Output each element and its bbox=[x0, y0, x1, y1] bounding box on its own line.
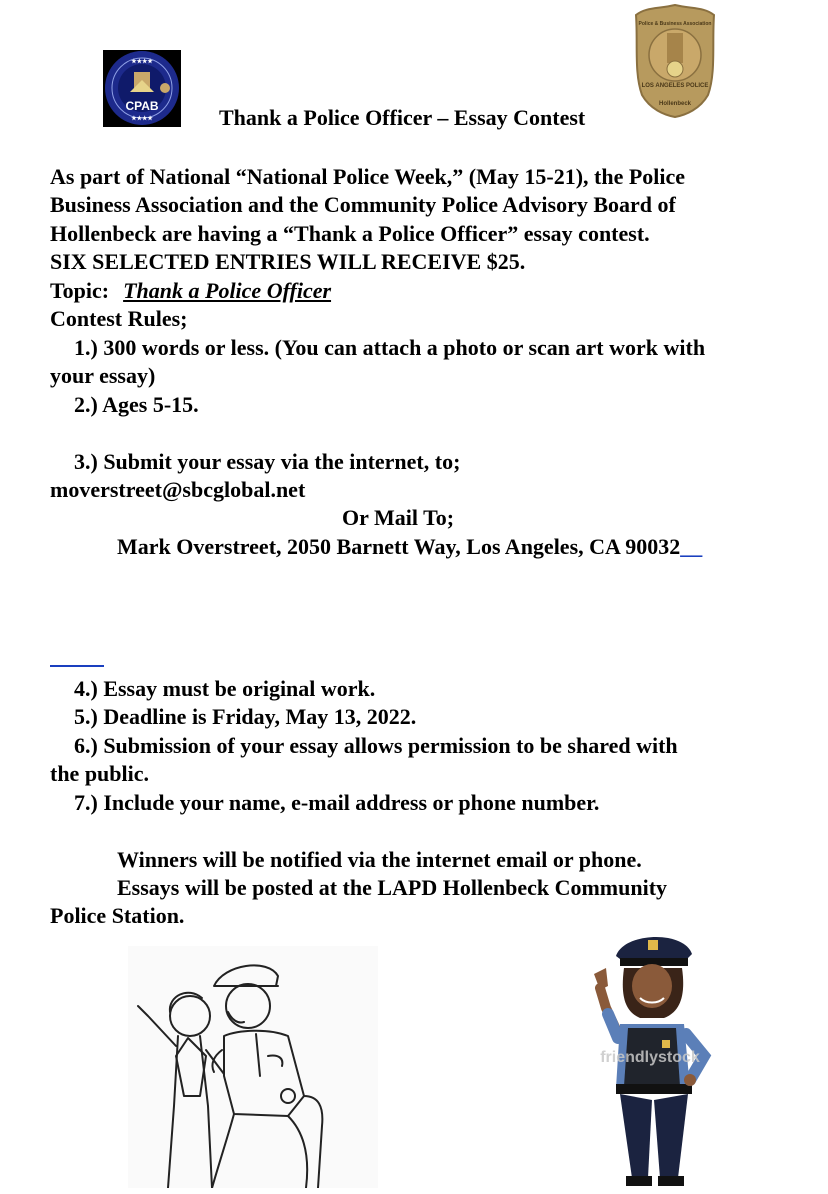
submission-email[interactable]: moverstreet@sbcglobal.net bbox=[50, 477, 306, 502]
officer-with-child-illustration-icon bbox=[128, 946, 378, 1188]
intro-line-3: Hollenbeck are having a “Thank a Police Officer” essay contest. bbox=[50, 221, 650, 246]
intro-line-1: As part of National “National Police Week,” (May 15-21), the Police bbox=[50, 164, 686, 189]
blue-underline-divider bbox=[50, 665, 104, 667]
topic-row bbox=[50, 277, 331, 305]
rule-2: 2.) Ages 5-15. bbox=[74, 392, 199, 417]
address-trailing-underline: __ bbox=[680, 534, 703, 559]
or-mail-to-label: Or Mail To; bbox=[342, 505, 455, 530]
closing-line-1: Winners will be notified via the internet email or phone. bbox=[117, 847, 642, 872]
closing-line-2: Essays will be posted at the LAPD Hollenbeck Community bbox=[117, 875, 668, 900]
female-officer-waving-illustration-icon bbox=[580, 928, 730, 1188]
badge-text-bottom: Hollenbeck bbox=[658, 101, 692, 107]
mailing-address: Mark Overstreet, 2050 Barnett Way, Los Angeles, CA 90032 bbox=[117, 534, 681, 559]
rule-1-line-1: 1.) 300 words or less. (You can attach a photo or scan art work with bbox=[74, 335, 706, 360]
cpab-logo-text: CPAB bbox=[125, 99, 159, 113]
rule-1-line-2: your essay) bbox=[50, 363, 156, 388]
rule-5: 5.) Deadline is Friday, May 13, 2022. bbox=[74, 704, 417, 729]
page-title: Thank a Police Officer – Essay Contest bbox=[219, 105, 586, 130]
rule-7: 7.) Include your name, e-mail address or phone number. bbox=[74, 790, 600, 815]
hollenbeck-badge-logo bbox=[634, 3, 716, 119]
rules-heading: Contest Rules; bbox=[50, 306, 188, 331]
closing-line-3: Police Station. bbox=[50, 903, 185, 928]
topic-value: Thank a Police Officer bbox=[123, 278, 332, 303]
cpab-seal-icon bbox=[103, 50, 181, 127]
badge-text-top: Police & Business Association bbox=[638, 21, 712, 27]
police-badge-icon bbox=[634, 3, 716, 119]
cpab-logo bbox=[103, 50, 181, 127]
officer-with-child-illustration bbox=[128, 946, 378, 1188]
rule-6-line-2: the public. bbox=[50, 761, 150, 786]
topic-label: Topic: bbox=[50, 278, 110, 303]
badge-text-middle: LOS ANGELES POLICE bbox=[641, 83, 709, 89]
svg-text:★★★★: ★★★★ bbox=[131, 59, 153, 65]
svg-text:★★★★: ★★★★ bbox=[131, 116, 153, 122]
intro-line-2: Business Association and the Community Police Advisory Board of bbox=[50, 192, 676, 217]
rule-4: 4.) Essay must be original work. bbox=[74, 676, 376, 701]
rule-6-line-1: 6.) Submission of your essay allows permission to be shared with bbox=[74, 733, 678, 758]
prize-announcement: SIX SELECTED ENTRIES WILL RECEIVE $25. bbox=[50, 249, 526, 274]
rule-3-line-1: 3.) Submit your essay via the internet, to; bbox=[74, 449, 461, 474]
female-officer-illustration bbox=[580, 928, 730, 1188]
mailing-address-row bbox=[117, 533, 702, 561]
watermark-text: friendlystock bbox=[600, 1049, 700, 1066]
